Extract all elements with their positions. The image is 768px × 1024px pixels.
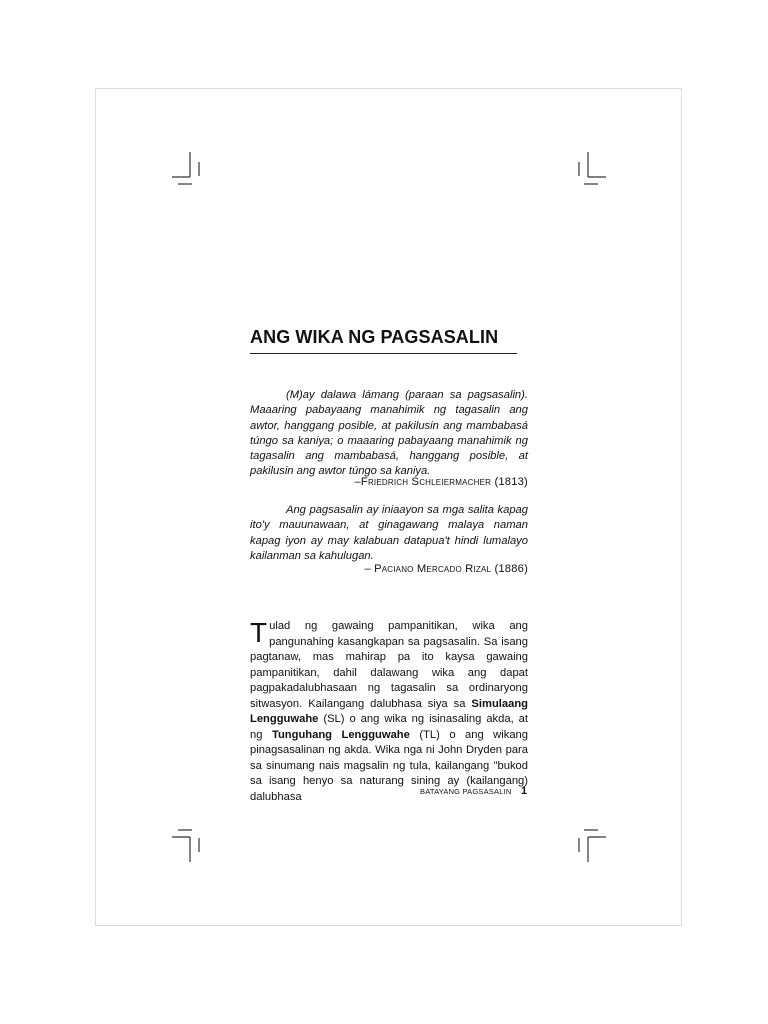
key-term: Tunguhang Lengguwahe bbox=[271, 728, 410, 741]
running-footer: BATAYANG PAGSASALIN bbox=[420, 787, 512, 796]
page-number: 1 bbox=[521, 785, 528, 797]
body-text-segment: ulad ng gawaing pampanitikan, wika ang pangunahing kasangkapan sa pagsasalin. Sa isang pagtanaw, mas mahirap pa ito kaysa gawaing pampanitikan, dahil dalawang wika ang dapat pagpakadalubhasaan ng tagasalin sa ordinaryong sitwasyon. Kailangang dalubhasa siya sa bbox=[250, 620, 528, 710]
epigraph-attribution: –Friedrich Schleiermacher (1813) bbox=[354, 476, 528, 488]
crop-mark-bottom-left bbox=[170, 824, 210, 864]
epigraph-quote: (M)ay dalawa lámang (paraan sa pagsasalin). Maaaring pabayaang manahimik ng tagasalin ang awtor, hanggang posible, at pakilusin ang mambabasá túngo sa kaniya; o maaaring pabayaang manahimik ng tagasalin ang mambabasá, hanggang posible, at pakilusin ang awtor túngo sa kaniya. bbox=[250, 389, 528, 478]
crop-mark-top-right bbox=[570, 150, 610, 190]
title-underline bbox=[250, 353, 517, 354]
body-text-segment: (TL) o ang wikang pinagsasalinan ng akda. Wika nga ni John Dryden para sa sinumang nais magsalin ng tula, kailangang "bukod sa isang henyo sa naturang sining ay (kailangang) dalubhasa bbox=[250, 728, 529, 803]
crop-mark-top-left bbox=[170, 150, 210, 190]
drop-cap: T bbox=[250, 617, 268, 648]
chapter-title: ANG WIKA NG PAGSASALIN bbox=[250, 327, 499, 347]
epigraph-quote: Ang pagsasalin ay iniaayon sa mga salita kapag ito'y mauunawaan, at ginagawang malaya naman kapag iyon ay may kalabuan datapua't hindi lumalayo kailanman sa kahulugan. bbox=[250, 504, 528, 562]
body-text-segment: (SL) o ang wika ng isinasaling akda, at ng bbox=[250, 713, 528, 741]
crop-mark-bottom-right bbox=[570, 824, 610, 864]
epigraph-attribution: – Paciano Mercado Rizal (1886) bbox=[364, 563, 528, 575]
body-paragraph bbox=[250, 619, 528, 805]
key-term: Simulaang Lengguwahe bbox=[250, 697, 528, 725]
